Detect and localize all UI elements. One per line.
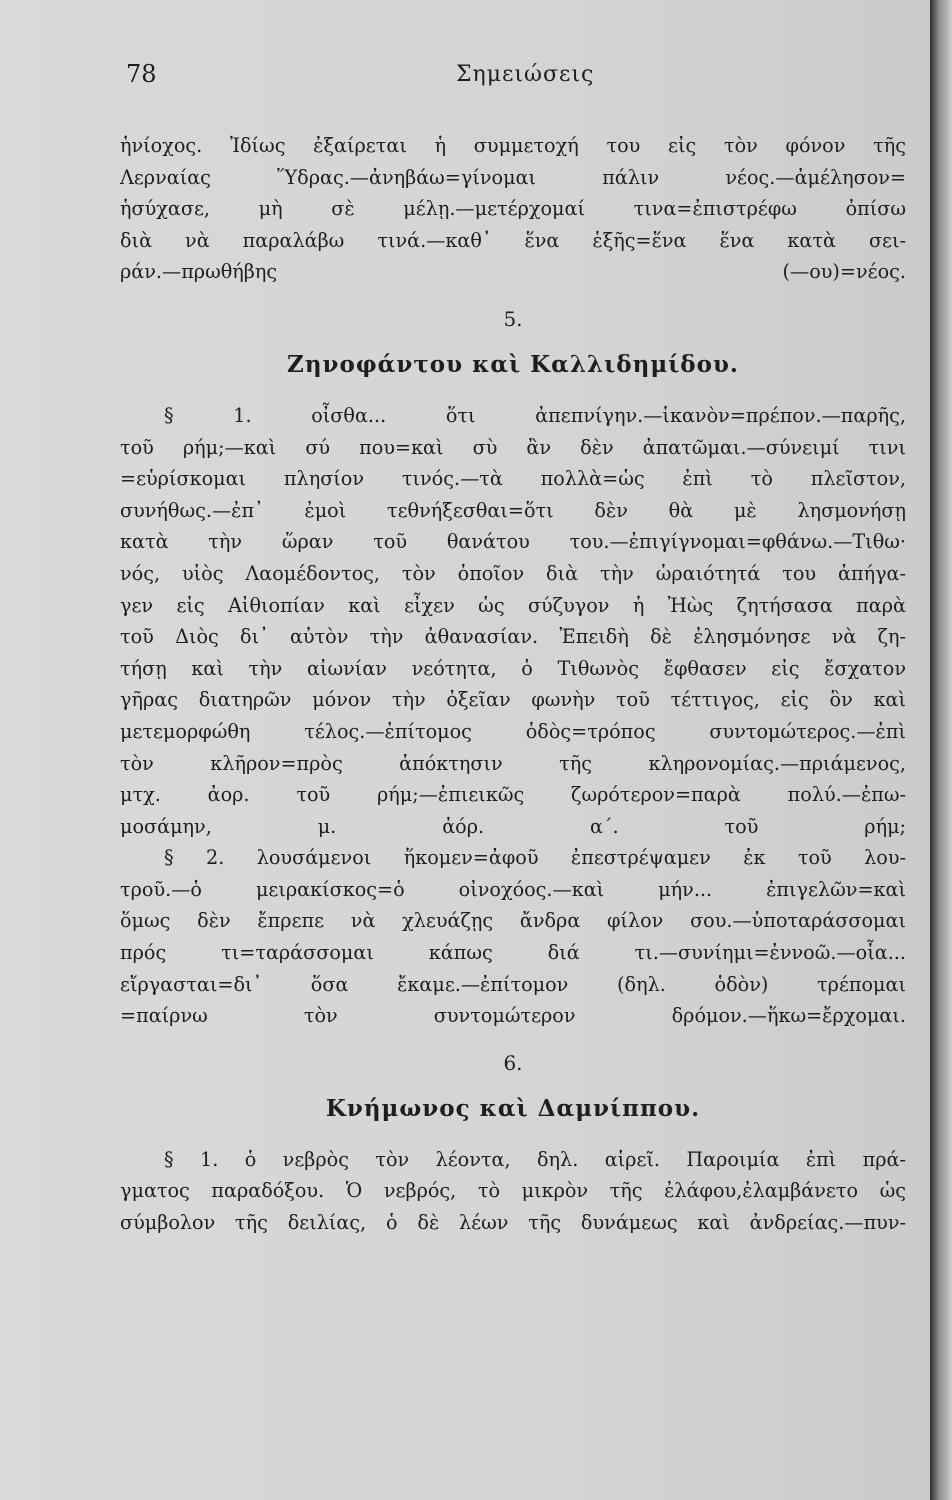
text-line: συνήθως.—ἐπ᾽ ἐμοὶ τεθνήξεσθαι=ὅτι δὲν θὰ μὲ λησμονήσῃ <box>120 498 906 522</box>
section-5-paragraph-1 <box>120 400 906 842</box>
text-line: § 1. οἶσθα... ὅτι ἀπεπνίγην.—ἱκανὸν=πρέπον.—παρῆς, <box>164 403 906 427</box>
section-title: Ζηνοφάντου καὶ Καλλιδημίδου. <box>287 350 739 378</box>
text-line: ἡσύχασε, μὴ σὲ μέλῃ.—μετέρχομαί τινα=ἐπιστρέφω ὀπίσω <box>120 197 906 221</box>
text-line: =εὑρίσκομαι πλησίον τινός.—τὰ πολλὰ=ὡς ἐπὶ τὸ πλεῖστον, <box>120 467 906 491</box>
text-line: διὰ νὰ παραλάβω τινά.—καθ᾽ ἕνα ἑξῆς=ἕνα ἕνα κατὰ σει- <box>120 228 906 252</box>
text-line: νός, υἱὸς Λαομέδοντος, τὸν ὁποῖον διὰ τὴν ὡραιότητά του ἀπήγα- <box>120 561 906 585</box>
page-content <box>120 130 906 1239</box>
page-number: 78 <box>126 60 157 88</box>
text-line: μετεμορφώθη τέλος.—ἐπίτομος ὁδὸς=τρόπος συντομώτερος.—ἐπὶ <box>120 719 906 743</box>
section-number: 5. <box>503 306 523 331</box>
text-line: τὸν κλῆρον=πρὸς ἀπόκτησιν τῆς κληρονομίας.—πριάμενος, <box>120 751 906 775</box>
section-6-paragraph-1 <box>120 1144 906 1239</box>
running-title: Σημειώσεις <box>456 62 595 87</box>
text-line: εἴργασται=δι᾽ ὅσα ἔκαμε.—ἐπίτομον (δηλ. ὁδὸν) τρέπομαι <box>120 972 906 996</box>
section-5-paragraph-2 <box>120 842 906 1032</box>
text-line: τοῦ ρήμ;—καὶ σύ που=καὶ σὺ ἂν δὲν ἀπατῶμαι.—σύνειμί τινι <box>120 435 906 459</box>
text-line: πρός τι=ταράσσομαι κάπως διά τι.—συνίημι=ἐννοῶ.—οἷα... <box>120 941 906 965</box>
text-line: ἡνίοχος. Ἰδίως ἐξαίρεται ἡ συμμετοχή του εἰς τὸν φόνον τῆς <box>120 134 906 157</box>
text-line: κατὰ τὴν ὥραν τοῦ θανάτου του.—ἐπιγίγνομαι=φθάνω.—Τιθω· <box>120 530 906 554</box>
text-line: μτχ. ἀορ. τοῦ ρήμ;—ἐπιεικῶς ζωρότερον=παρὰ πολύ.—ἐπω- <box>120 783 906 807</box>
text-line: § 2. λουσάμενοι ἥκομεν=ἀφοῦ ἐπεστρέψαμεν ἐκ τοῦ λου- <box>164 846 906 870</box>
text-line: Λερναίας Ὕδρας.—ἀνηβάω=γίνομαι πάλιν νέος.—ἀμέλησον= <box>120 165 906 189</box>
text-line: γματος παραδόξου. Ὁ νεβρός, τὸ μικρὸν τῆς ἐλάφου,ἐλαμβάνετο ὡς <box>120 1179 906 1203</box>
notes-continuation <box>120 130 906 288</box>
text-line: § 1. ὁ νεβρὸς τὸν λέοντα, δηλ. αἱρεῖ. Παροιμία ἐπὶ πρά- <box>164 1147 906 1171</box>
page-binding-edge <box>930 0 952 1500</box>
text-line: ράν.—πρωθήβης (—ου)=νέος. <box>120 260 906 284</box>
text-line: =παίρνω τὸν συντομώτερον δρόμον.—ἥκω=ἔρχομαι. <box>120 1004 906 1028</box>
text-line: τήσῃ καὶ τὴν αἰωνίαν νεότητα, ὁ Τιθωνὸς ἔφθασεν εἰς ἔσχατον <box>120 656 906 680</box>
page-header <box>126 60 806 96</box>
text-line: τροῦ.—ὁ μειρακίσκος=ὁ οἰνοχόος.—καὶ μήν... ἐπιγελῶν=καὶ <box>120 877 906 901</box>
text-line: γεν εἰς Αἰθιοπίαν καὶ εἶχεν ὡς σύζυγον ἡ Ἠὼς ζητήσασα παρὰ <box>120 593 906 617</box>
text-line: μοσάμην, μ. ἀόρ. α΄. τοῦ ρήμ; <box>120 814 906 838</box>
section-title: Κνήμωνος καὶ Δαμνίππου. <box>325 1094 701 1122</box>
text-line: γῆρας διατηρῶν μόνον τὴν ὀξεῖαν φωνὴν τοῦ τέττιγος, εἰς ὃν καὶ <box>120 688 906 712</box>
text-line: ὅμως δὲν ἔπρεπε νὰ χλευάζῃς ἄνδρα φίλον σου.—ὑποταράσσομαι <box>120 909 906 933</box>
text-line: τοῦ Διὸς δι᾽ αὐτὸν τὴν ἀθανασίαν. Ἐπειδὴ δὲ ἐλησμόνησε νὰ ζη- <box>120 625 906 649</box>
text-line: σύμβολον τῆς δειλίας, ὁ δὲ λέων τῆς δυνάμεως καὶ ἀνδρείας.—πυν- <box>120 1211 906 1235</box>
section-number: 6. <box>503 1050 523 1075</box>
